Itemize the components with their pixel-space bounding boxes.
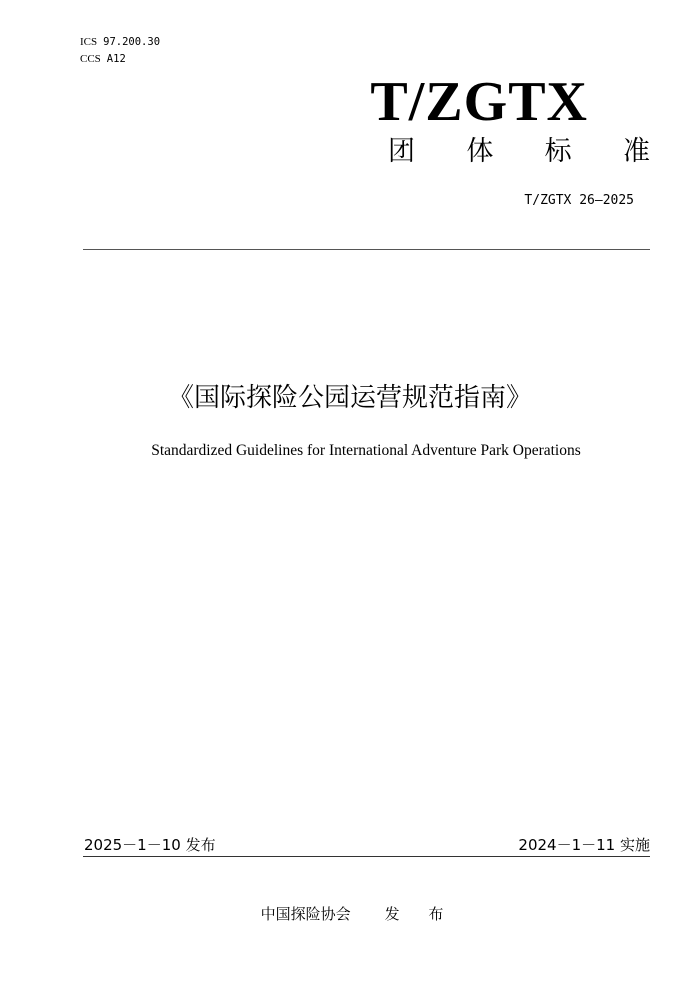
standard-type-char: 团 bbox=[388, 136, 415, 167]
standard-type bbox=[388, 134, 650, 170]
standard-logo: T/ZGTX bbox=[370, 71, 588, 133]
document-title-chinese: 《国际探险公园运营规范指南》 bbox=[167, 383, 532, 413]
standard-number: T/ZGTX 26—2025 bbox=[524, 193, 634, 208]
ics-value: 97.200.30 bbox=[103, 36, 161, 48]
publisher-organization: 中国探险协会 bbox=[260, 905, 351, 923]
publisher bbox=[0, 904, 700, 924]
publisher-action: 发 布 bbox=[384, 905, 456, 923]
ccs-label: CCS bbox=[80, 53, 101, 65]
standard-type-char: 体 bbox=[466, 136, 494, 167]
ics-label: ICS bbox=[80, 36, 98, 48]
ccs-value: A12 bbox=[106, 53, 126, 65]
header-divider bbox=[83, 249, 650, 250]
ics-code bbox=[80, 35, 160, 49]
issue-date: 2025－1－10 发布 bbox=[84, 836, 216, 854]
ccs-code bbox=[80, 52, 126, 66]
document-title-english: Standardized Guidelines for International Adventure Park Operations bbox=[151, 442, 581, 459]
standard-type-char: 标 bbox=[544, 136, 572, 167]
footer-divider bbox=[83, 856, 650, 857]
standard-type-char: 准 bbox=[622, 136, 650, 167]
implement-date: 2024－1－11 实施 bbox=[518, 836, 650, 854]
